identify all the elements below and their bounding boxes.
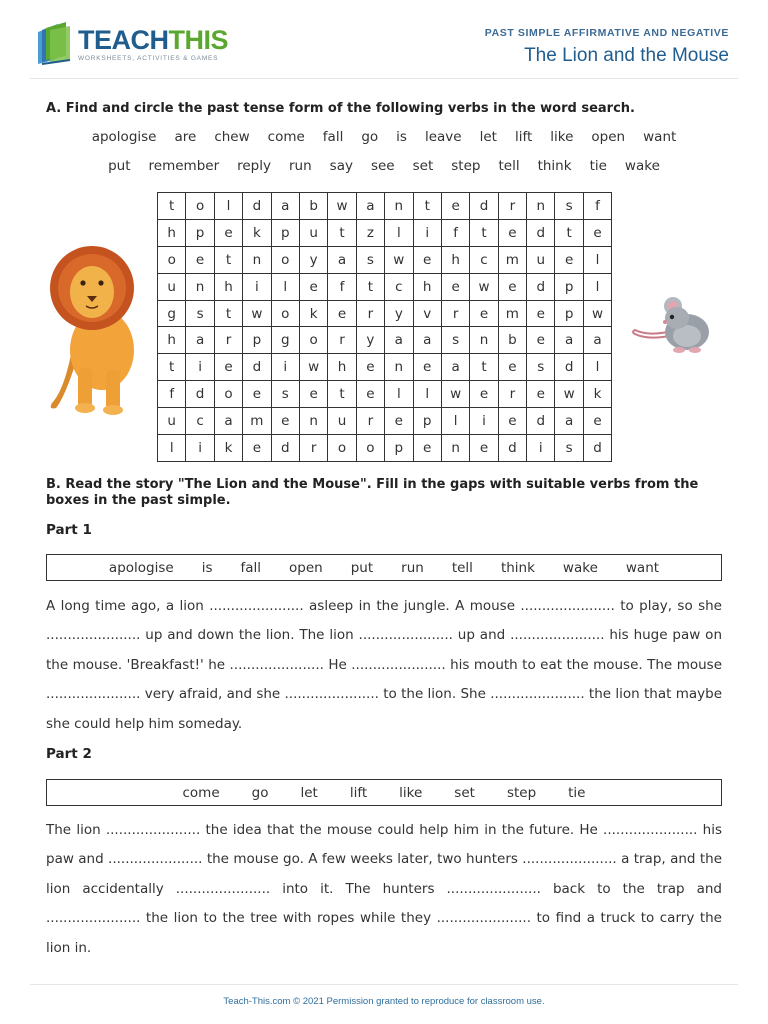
grid-letter-cell[interactable]: a bbox=[413, 327, 441, 354]
grid-letter-cell[interactable]: y bbox=[385, 300, 413, 327]
grid-letter-cell[interactable]: l bbox=[271, 273, 299, 300]
grid-letter-cell[interactable]: d bbox=[243, 354, 271, 381]
grid-letter-cell[interactable]: w bbox=[583, 300, 611, 327]
part-2-word-box bbox=[46, 779, 722, 806]
grid-letter-cell[interactable]: c bbox=[470, 246, 498, 273]
grid-letter-cell[interactable]: h bbox=[214, 273, 242, 300]
grid-letter-cell[interactable]: n bbox=[243, 246, 271, 273]
grid-letter-cell[interactable]: s bbox=[271, 381, 299, 408]
grid-letter-cell[interactable]: t bbox=[413, 193, 441, 220]
part-1-heading: Part 1 bbox=[46, 522, 92, 538]
part-2-story-text: The lion ...................... the idea that the mouse could help him in the future. He ...................... his paw and ...................... the mouse go. A few weeks later, two hunters ...................... a trap, and the lion accidentally ...................... into it. The hunters ...................... back to the trap and ...................... the lion to the tree with ropes while they ...................... to find a truck to carry the lion in. bbox=[46, 822, 722, 956]
grid-letter-cell[interactable]: r bbox=[498, 193, 526, 220]
logo-word-this: THIS bbox=[168, 24, 229, 55]
teach-this-logo[interactable] bbox=[36, 22, 228, 66]
grid-letter-cell[interactable]: e bbox=[385, 408, 413, 435]
grid-letter-cell[interactable]: a bbox=[441, 354, 469, 381]
grid-letter-cell[interactable]: y bbox=[299, 246, 327, 273]
grid-letter-cell[interactable]: e bbox=[356, 354, 384, 381]
grid-letter-cell[interactable]: w bbox=[441, 381, 469, 408]
verb-item: step bbox=[451, 158, 481, 174]
grid-letter-cell[interactable]: w bbox=[470, 273, 498, 300]
grid-letter-cell[interactable]: s bbox=[441, 327, 469, 354]
word-box-item: want bbox=[625, 559, 660, 576]
word-box-item: is bbox=[201, 559, 213, 576]
grid-letter-cell[interactable]: d bbox=[527, 219, 555, 246]
grid-letter-cell[interactable]: e bbox=[527, 327, 555, 354]
grid-letter-cell[interactable]: k bbox=[299, 300, 327, 327]
grid-row bbox=[158, 219, 612, 246]
grid-letter-cell[interactable]: p bbox=[243, 327, 271, 354]
grid-letter-cell[interactable]: d bbox=[271, 435, 299, 462]
grid-letter-cell[interactable]: e bbox=[555, 246, 583, 273]
grid-letter-cell[interactable]: e bbox=[413, 246, 441, 273]
grid-letter-cell[interactable]: o bbox=[356, 435, 384, 462]
grid-letter-cell[interactable]: f bbox=[441, 219, 469, 246]
grid-letter-cell[interactable]: v bbox=[413, 300, 441, 327]
grid-letter-cell[interactable]: e bbox=[413, 435, 441, 462]
grid-letter-cell[interactable]: o bbox=[214, 381, 242, 408]
grid-letter-cell[interactable]: u bbox=[328, 408, 356, 435]
grid-row bbox=[158, 273, 612, 300]
word-box-item: come bbox=[182, 784, 220, 801]
grid-letter-cell[interactable]: e bbox=[498, 354, 526, 381]
grid-letter-cell[interactable]: p bbox=[186, 219, 214, 246]
verb-item: come bbox=[267, 129, 305, 145]
grid-letter-cell[interactable]: a bbox=[555, 408, 583, 435]
verb-item: put bbox=[108, 158, 131, 174]
grid-letter-cell[interactable]: a bbox=[555, 327, 583, 354]
grid-row bbox=[158, 408, 612, 435]
section-b-instruction: B. Read the story "The Lion and the Mouse". Fill in the gaps with suitable verbs from the boxes in the past simple. bbox=[46, 477, 699, 508]
grid-letter-cell[interactable]: l bbox=[158, 435, 186, 462]
grid-letter-cell[interactable]: h bbox=[441, 246, 469, 273]
grid-letter-cell[interactable]: i bbox=[271, 354, 299, 381]
grid-letter-cell[interactable]: e bbox=[413, 354, 441, 381]
grid-letter-cell[interactable]: t bbox=[356, 273, 384, 300]
grid-row bbox=[158, 327, 612, 354]
word-search-grid bbox=[157, 192, 612, 462]
verb-item: apologise bbox=[91, 129, 157, 145]
grid-letter-cell[interactable]: k bbox=[583, 381, 611, 408]
verb-item: fall bbox=[322, 129, 344, 145]
book-logo-icon bbox=[36, 22, 74, 66]
grid-letter-cell[interactable]: l bbox=[385, 219, 413, 246]
logo-tagline: WORKSHEETS, ACTIVITIES & GAMES bbox=[78, 54, 219, 62]
grid-letter-cell[interactable]: l bbox=[583, 246, 611, 273]
grid-letter-cell[interactable]: e bbox=[441, 193, 469, 220]
verb-item: see bbox=[370, 158, 395, 174]
word-box-item: fall bbox=[240, 559, 262, 576]
verb-item: say bbox=[329, 158, 353, 174]
grid-letter-cell[interactable]: e bbox=[214, 219, 242, 246]
grid-letter-cell[interactable]: m bbox=[498, 300, 526, 327]
grid-row bbox=[158, 381, 612, 408]
grid-letter-cell[interactable]: n bbox=[186, 273, 214, 300]
verb-item: tie bbox=[589, 158, 607, 174]
grid-letter-cell[interactable]: w bbox=[243, 300, 271, 327]
grid-row bbox=[158, 246, 612, 273]
grid-letter-cell[interactable]: e bbox=[356, 381, 384, 408]
grid-letter-cell[interactable]: e bbox=[271, 408, 299, 435]
grid-letter-cell[interactable]: u bbox=[527, 246, 555, 273]
worksheet-topic: PAST SIMPLE AFFIRMATIVE AND NEGATIVE bbox=[484, 27, 729, 39]
grid-letter-cell[interactable]: r bbox=[328, 327, 356, 354]
grid-row bbox=[158, 300, 612, 327]
logo-word-teach: TEACH bbox=[78, 24, 169, 55]
grid-letter-cell[interactable]: w bbox=[555, 381, 583, 408]
word-box-item: let bbox=[300, 784, 318, 801]
grid-letter-cell[interactable]: f bbox=[328, 273, 356, 300]
grid-letter-cell[interactable]: e bbox=[214, 354, 242, 381]
grid-letter-cell[interactable]: e bbox=[498, 408, 526, 435]
grid-letter-cell[interactable]: e bbox=[186, 246, 214, 273]
grid-letter-cell[interactable]: t bbox=[328, 219, 356, 246]
grid-letter-cell[interactable]: a bbox=[328, 246, 356, 273]
grid-letter-cell[interactable]: t bbox=[470, 354, 498, 381]
grid-letter-cell[interactable]: a bbox=[356, 193, 384, 220]
grid-letter-cell[interactable]: p bbox=[413, 408, 441, 435]
verb-item: chew bbox=[214, 129, 250, 145]
verb-item: tell bbox=[498, 158, 520, 174]
grid-letter-cell[interactable]: o bbox=[271, 246, 299, 273]
grid-letter-cell[interactable]: t bbox=[470, 219, 498, 246]
grid-letter-cell[interactable]: l bbox=[441, 408, 469, 435]
grid-letter-cell[interactable]: e bbox=[299, 381, 327, 408]
grid-letter-cell[interactable]: f bbox=[583, 193, 611, 220]
grid-letter-cell[interactable]: e bbox=[328, 300, 356, 327]
grid-letter-cell[interactable]: i bbox=[413, 219, 441, 246]
word-box-item: run bbox=[401, 559, 424, 576]
header-divider bbox=[30, 78, 738, 79]
grid-letter-cell[interactable]: n bbox=[385, 193, 413, 220]
grid-letter-cell[interactable]: t bbox=[214, 246, 242, 273]
grid-letter-cell[interactable]: h bbox=[328, 354, 356, 381]
grid-letter-cell[interactable]: z bbox=[356, 219, 384, 246]
verb-item: lift bbox=[514, 129, 533, 145]
grid-letter-cell[interactable]: e bbox=[527, 381, 555, 408]
verb-list-row-2 bbox=[46, 158, 722, 174]
grid-letter-cell[interactable]: g bbox=[158, 300, 186, 327]
grid-letter-cell[interactable]: h bbox=[413, 273, 441, 300]
grid-letter-cell[interactable]: o bbox=[186, 193, 214, 220]
grid-letter-cell[interactable]: t bbox=[214, 300, 242, 327]
grid-letter-cell[interactable]: r bbox=[498, 381, 526, 408]
grid-letter-cell[interactable]: n bbox=[441, 435, 469, 462]
grid-letter-cell[interactable]: o bbox=[328, 435, 356, 462]
copyright-footer: Teach-This.com © 2021 Permission granted to reproduce for classroom use. bbox=[223, 996, 545, 1007]
grid-letter-cell[interactable]: d bbox=[186, 381, 214, 408]
grid-letter-cell[interactable]: r bbox=[441, 300, 469, 327]
grid-letter-cell[interactable]: d bbox=[498, 435, 526, 462]
grid-letter-cell[interactable]: p bbox=[555, 300, 583, 327]
grid-letter-cell[interactable]: r bbox=[214, 327, 242, 354]
word-box-item: tell bbox=[451, 559, 473, 576]
part-1-story-text: A long time ago, a lion ...................... asleep in the jungle. A mouse ...................... to play, so she ...................... up and down the lion. The lion ...................... up and ...................... his huge paw on the mouse. 'Breakfast!' he ...................... He ...................... his mouth to eat the mouse. The mouse ...................... very afraid, and she ...................... to the lion. She ...................... the lion that maybe she could help him someday. bbox=[46, 598, 722, 732]
grid-letter-cell[interactable]: t bbox=[158, 193, 186, 220]
grid-letter-cell[interactable]: s bbox=[555, 193, 583, 220]
grid-letter-cell[interactable]: a bbox=[385, 327, 413, 354]
grid-letter-cell[interactable]: w bbox=[385, 246, 413, 273]
grid-letter-cell[interactable]: s bbox=[527, 354, 555, 381]
grid-letter-cell[interactable]: u bbox=[158, 408, 186, 435]
word-box-item: lift bbox=[349, 784, 368, 801]
grid-letter-cell[interactable]: l bbox=[583, 273, 611, 300]
grid-letter-cell[interactable]: b bbox=[299, 193, 327, 220]
grid-letter-cell[interactable]: n bbox=[385, 354, 413, 381]
verb-item: think bbox=[537, 158, 572, 174]
grid-letter-cell[interactable]: n bbox=[470, 327, 498, 354]
grid-letter-cell[interactable]: p bbox=[555, 273, 583, 300]
grid-letter-cell[interactable]: e bbox=[299, 273, 327, 300]
word-box-item: put bbox=[350, 559, 374, 576]
verb-item: open bbox=[591, 129, 626, 145]
verb-item: wake bbox=[624, 158, 660, 174]
grid-letter-cell[interactable]: t bbox=[555, 219, 583, 246]
grid-letter-cell[interactable]: h bbox=[158, 219, 186, 246]
verb-list-row-1 bbox=[46, 129, 722, 145]
grid-letter-cell[interactable]: e bbox=[441, 273, 469, 300]
grid-letter-cell[interactable]: y bbox=[356, 327, 384, 354]
grid-letter-cell[interactable]: p bbox=[271, 219, 299, 246]
grid-letter-cell[interactable]: u bbox=[158, 273, 186, 300]
footer-divider bbox=[30, 984, 738, 985]
word-box-item: wake bbox=[562, 559, 598, 576]
grid-letter-cell[interactable]: c bbox=[186, 408, 214, 435]
grid-row bbox=[158, 193, 612, 220]
verb-item: let bbox=[479, 129, 497, 145]
grid-letter-cell[interactable]: w bbox=[328, 193, 356, 220]
grid-letter-cell[interactable]: s bbox=[356, 246, 384, 273]
verb-item: is bbox=[396, 129, 407, 145]
grid-letter-cell[interactable]: w bbox=[299, 354, 327, 381]
worksheet-title: The Lion and the Mouse bbox=[524, 45, 729, 66]
page-header bbox=[0, 0, 768, 82]
grid-letter-cell[interactable]: p bbox=[385, 435, 413, 462]
verb-item: like bbox=[550, 129, 574, 145]
grid-letter-cell[interactable]: t bbox=[328, 381, 356, 408]
grid-letter-cell[interactable]: d bbox=[583, 435, 611, 462]
grid-letter-cell[interactable]: l bbox=[214, 193, 242, 220]
grid-letter-cell[interactable]: a bbox=[271, 193, 299, 220]
grid-letter-cell[interactable]: t bbox=[158, 354, 186, 381]
grid-letter-cell[interactable]: e bbox=[583, 219, 611, 246]
grid-letter-cell[interactable]: o bbox=[158, 246, 186, 273]
grid-letter-cell[interactable]: f bbox=[158, 381, 186, 408]
grid-letter-cell[interactable]: r bbox=[299, 435, 327, 462]
grid-letter-cell[interactable]: g bbox=[271, 327, 299, 354]
grid-letter-cell[interactable]: u bbox=[299, 219, 327, 246]
grid-letter-cell[interactable]: d bbox=[555, 354, 583, 381]
grid-letter-cell[interactable]: k bbox=[214, 435, 242, 462]
word-box-item: tie bbox=[568, 784, 586, 801]
verb-item: are bbox=[174, 129, 197, 145]
grid-letter-cell[interactable]: o bbox=[271, 300, 299, 327]
grid-letter-cell[interactable]: e bbox=[527, 300, 555, 327]
part-1-word-box bbox=[46, 554, 722, 581]
grid-letter-cell[interactable]: i bbox=[243, 273, 271, 300]
grid-letter-cell[interactable]: a bbox=[583, 327, 611, 354]
grid-letter-cell[interactable]: l bbox=[385, 381, 413, 408]
grid-letter-cell[interactable]: i bbox=[186, 354, 214, 381]
grid-letter-cell[interactable]: e bbox=[583, 408, 611, 435]
grid-letter-cell[interactable]: n bbox=[299, 408, 327, 435]
word-box-item: like bbox=[399, 784, 423, 801]
verb-item: want bbox=[643, 129, 677, 145]
word-box-item: apologise bbox=[108, 559, 174, 576]
word-box-item: set bbox=[454, 784, 475, 801]
grid-letter-cell[interactable]: k bbox=[243, 219, 271, 246]
grid-letter-cell[interactable]: i bbox=[527, 435, 555, 462]
grid-letter-cell[interactable]: o bbox=[299, 327, 327, 354]
section-a-instruction: A. Find and circle the past tense form of the following verbs in the word search. bbox=[46, 101, 635, 116]
grid-letter-cell[interactable]: r bbox=[356, 408, 384, 435]
word-box-item: think bbox=[500, 559, 535, 576]
verb-item: remember bbox=[148, 158, 220, 174]
grid-letter-cell[interactable]: a bbox=[214, 408, 242, 435]
lion-illustration bbox=[44, 238, 152, 416]
grid-letter-cell[interactable]: d bbox=[470, 193, 498, 220]
grid-letter-cell[interactable]: e bbox=[498, 219, 526, 246]
verb-item: set bbox=[412, 158, 434, 174]
grid-letter-cell[interactable]: l bbox=[413, 381, 441, 408]
grid-letter-cell[interactable]: d bbox=[527, 273, 555, 300]
grid-letter-cell[interactable]: e bbox=[470, 381, 498, 408]
grid-letter-cell[interactable]: m bbox=[498, 246, 526, 273]
grid-letter-cell[interactable]: l bbox=[583, 354, 611, 381]
grid-letter-cell[interactable]: e bbox=[470, 435, 498, 462]
grid-letter-cell[interactable]: r bbox=[356, 300, 384, 327]
part-2-heading: Part 2 bbox=[46, 746, 92, 762]
grid-letter-cell[interactable]: s bbox=[555, 435, 583, 462]
grid-letter-cell[interactable]: e bbox=[498, 273, 526, 300]
grid-letter-cell[interactable]: c bbox=[385, 273, 413, 300]
grid-letter-cell[interactable]: n bbox=[527, 193, 555, 220]
grid-letter-cell[interactable]: e bbox=[243, 381, 271, 408]
verb-item: leave bbox=[424, 129, 462, 145]
grid-letter-cell[interactable]: e bbox=[243, 435, 271, 462]
grid-letter-cell[interactable]: d bbox=[243, 193, 271, 220]
verb-item: run bbox=[289, 158, 312, 174]
grid-letter-cell[interactable]: m bbox=[243, 408, 271, 435]
grid-letter-cell[interactable]: e bbox=[470, 300, 498, 327]
grid-row bbox=[158, 435, 612, 462]
verb-item: reply bbox=[237, 158, 271, 174]
grid-letter-cell[interactable]: b bbox=[498, 327, 526, 354]
word-box-item: step bbox=[506, 784, 537, 801]
grid-letter-cell[interactable]: h bbox=[158, 327, 186, 354]
grid-row bbox=[158, 354, 612, 381]
word-box-item: open bbox=[289, 559, 323, 576]
verb-item: go bbox=[361, 129, 379, 145]
word-box-item: go bbox=[251, 784, 269, 801]
mouse-illustration bbox=[629, 292, 713, 358]
grid-letter-cell[interactable]: a bbox=[186, 327, 214, 354]
grid-letter-cell[interactable]: i bbox=[470, 408, 498, 435]
grid-letter-cell[interactable]: i bbox=[186, 435, 214, 462]
grid-letter-cell[interactable]: s bbox=[186, 300, 214, 327]
grid-letter-cell[interactable]: d bbox=[527, 408, 555, 435]
